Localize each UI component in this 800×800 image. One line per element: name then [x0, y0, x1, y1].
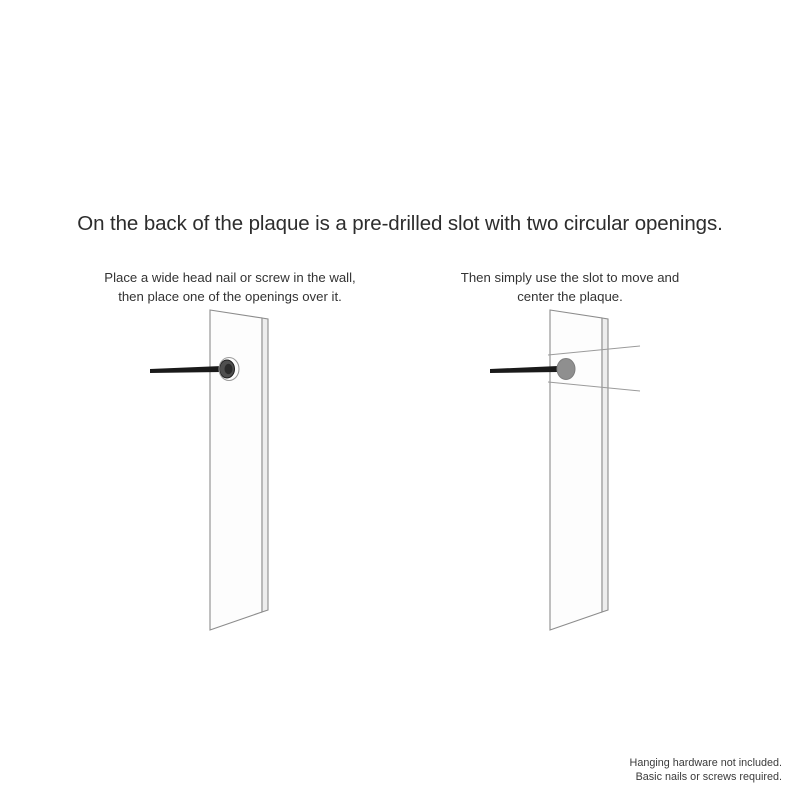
footnote-line-2: Basic nails or screws required.: [635, 771, 782, 783]
caption-right-line-1: Then simply use the slot to move and: [460, 270, 680, 285]
plaque-face-right: [550, 310, 602, 630]
page-title: On the back of the plaque is a pre-drilled slot with two circular openings.: [77, 212, 723, 235]
plaque-figure-left: [150, 300, 360, 640]
nail-head-right: [557, 359, 575, 380]
footnote-line-1: Hanging hardware not included.: [629, 757, 782, 769]
footnote: [630, 756, 782, 784]
nail-shaft-right: [490, 366, 558, 373]
nail-shaft-left: [150, 366, 222, 373]
plaque-edge-right: [602, 318, 608, 612]
nail-head-highlight-left: [225, 364, 233, 374]
caption-right-line-2: center the plaque.: [517, 289, 623, 304]
plaque-figure-right: [490, 300, 700, 640]
caption-left-line-2: then place one of the openings over it.: [118, 289, 342, 304]
caption-left-line-1: Place a wide head nail or screw in the wall,: [104, 270, 356, 285]
plaque-face-left: [210, 310, 262, 630]
plaque-edge-left: [262, 318, 268, 612]
